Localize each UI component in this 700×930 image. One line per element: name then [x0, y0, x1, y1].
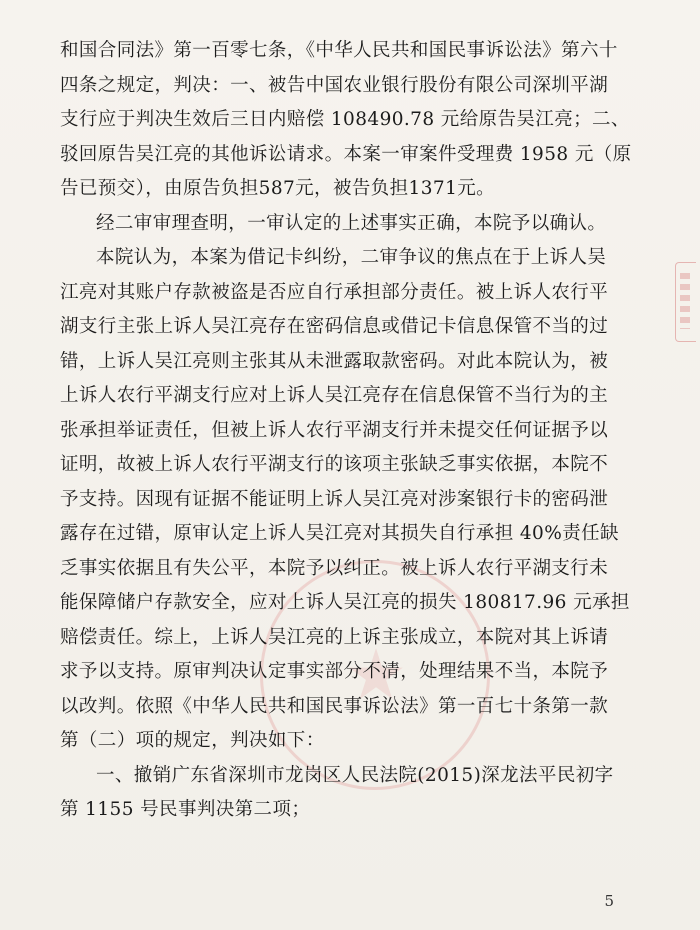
text-line: 以改判。依照《中华人民共和国民事诉讼法》第一百七十条第一款	[60, 695, 609, 717]
text-line: 求予以支持。原审判决认定事实部分不清，处理结果不当，本院予	[60, 661, 609, 682]
paragraph-start-line: 本院认为，本案为借记卡纠纷，二审争议的焦点在于上诉人吴	[96, 247, 607, 268]
text-line: 上诉人农行平湖支行应对上诉人吴江亮存在信息保管不当行为的主	[60, 385, 609, 406]
paragraph-start-line: 一、撤销广东省深圳市龙岗区人民法院(2015)深龙法平民初字	[96, 764, 614, 786]
text-line: 错，上诉人吴江亮则主张其从未泄露取款密码。对此本院认为，被	[60, 350, 609, 372]
text-line: 乏事实依据且有失公平，本院予以纠正。被上诉人农行平湖支行未	[60, 557, 609, 579]
text-line: 第（二）项的规定，判决如下：	[60, 730, 325, 751]
text-line: 第 1155 号民事判决第二项；	[60, 799, 311, 820]
text-line: 湖支行主张上诉人吴江亮存在密码信息或借记卡信息保管不当的过	[60, 316, 609, 337]
text-line: 江亮对其账户存款被盗是否应自行承担部分责任。被上诉人农行平	[60, 281, 609, 303]
text-line: 告已预交），由原告负担587元，被告负担1371元。	[60, 178, 496, 199]
text-line: 支行应于判决生效后三日内赔偿 108490.78 元给原告吴江亮；二、	[60, 109, 630, 130]
text-line: 证明，故被上诉人农行平湖支行的该项主张缺乏事实依据，本院不	[60, 454, 609, 475]
text-line: 予支持。因现有证据不能证明上诉人吴江亮对涉案银行卡的密码泄	[60, 488, 609, 510]
text-line: 张承担举证责任，但被上诉人农行平湖支行并未提交任何证据予以	[60, 419, 609, 441]
text-line: 和国合同法》第一百零七条，《中华人民共和国民事诉讼法》第六十	[60, 40, 618, 61]
paragraph-start-line: 经二审审理查明，一审认定的上述事实正确，本院予以确认。	[96, 212, 607, 234]
text-line: 露存在过错，原审认定上诉人吴江亮对其损失自行承担 40%责任缺	[60, 523, 619, 544]
text-line: 驳回原告吴江亮的其他诉讼请求。本案一审案件受理费 1958 元（原	[60, 143, 632, 165]
text-line: 四条之规定，判决：一、被告中国农业银行股份有限公司深圳平湖	[60, 74, 609, 96]
text-line: 赔偿责任。综上，上诉人吴江亮的上诉主张成立，本院对其上诉请	[60, 626, 609, 648]
page-number: 5	[604, 892, 614, 910]
text-line: 能保障储户存款安全，应对上诉人吴江亮的损失 180817.96 元承担	[60, 592, 630, 613]
edge-stamp-icon	[675, 262, 696, 342]
judgment-text	[60, 34, 632, 828]
